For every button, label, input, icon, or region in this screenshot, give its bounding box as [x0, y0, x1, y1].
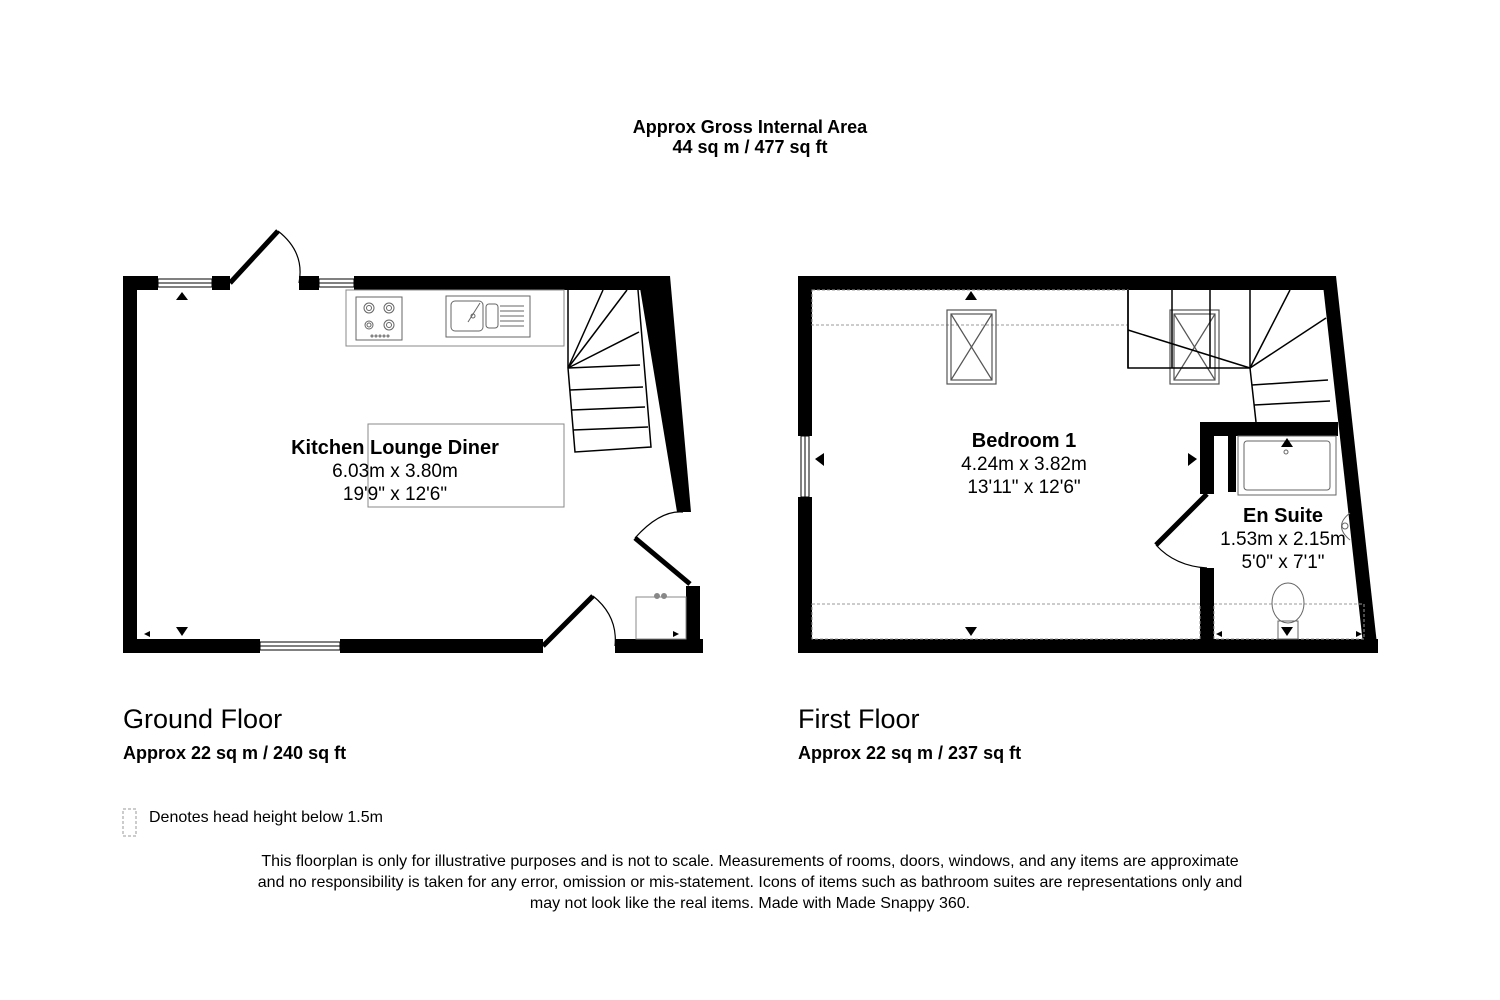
room-dimensions-metric: 1.53m x 2.15m	[1220, 529, 1346, 550]
utility-unit	[636, 594, 686, 640]
sink-icon	[446, 296, 530, 337]
hob-icon	[356, 297, 402, 340]
ground-floor-caption	[123, 704, 346, 764]
room-name: Bedroom 1	[971, 430, 1077, 452]
disclaimer	[160, 851, 1340, 914]
floor-name: First Floor	[798, 704, 920, 734]
room-label-en-suite	[1206, 505, 1360, 574]
first-floor-window	[801, 436, 809, 497]
first-floor-stairs	[1128, 290, 1330, 422]
first-floor-caption	[798, 704, 1021, 764]
floor-area: Approx 22 sq m / 240 sq ft	[123, 743, 347, 763]
floor-area: Approx 22 sq m / 237 sq ft	[798, 743, 1022, 763]
gross-area-value: 44 sq m / 477 sq ft	[672, 137, 828, 157]
room-label-bedroom-1	[924, 430, 1124, 499]
floor-name: Ground Floor	[123, 704, 283, 734]
room-name: En Suite	[1242, 505, 1323, 527]
ground-floor-stairs	[568, 290, 651, 452]
disclaimer-line: may not look like the real items. Made with Made Snappy 360.	[529, 895, 971, 912]
room-dimensions-metric: 6.03m x 3.80m	[332, 461, 458, 482]
disclaimer-line: and no responsibility is taken for any error, omission or mis-statement. Icons of items such as bathroom suites are representations only and	[257, 874, 1243, 891]
kitchen-counter	[346, 290, 564, 346]
room-dimensions-metric: 4.24m x 3.82m	[961, 454, 1087, 475]
disclaimer-line: This floorplan is only for illustrative purposes and is not to scale. Measurements of rooms, doors, windows, and any items are approximate	[261, 853, 1239, 870]
skylight-icon	[947, 310, 1219, 384]
room-label-kitchen-lounge-diner	[245, 437, 545, 506]
gross-area-title: Approx Gross Internal Area	[632, 117, 868, 137]
room-dimensions-imperial: 5'0" x 7'1"	[1241, 552, 1325, 573]
head-height-legend-icon	[123, 809, 136, 836]
room-name: Kitchen Lounge Diner	[291, 437, 499, 459]
room-dimensions-imperial: 19'9" x 12'6"	[342, 484, 448, 505]
room-dimensions-imperial: 13'11" x 12'6"	[967, 477, 1081, 498]
head-height-legend-text: Denotes head height below 1.5m	[149, 809, 383, 826]
en-suite-door	[1156, 494, 1207, 568]
